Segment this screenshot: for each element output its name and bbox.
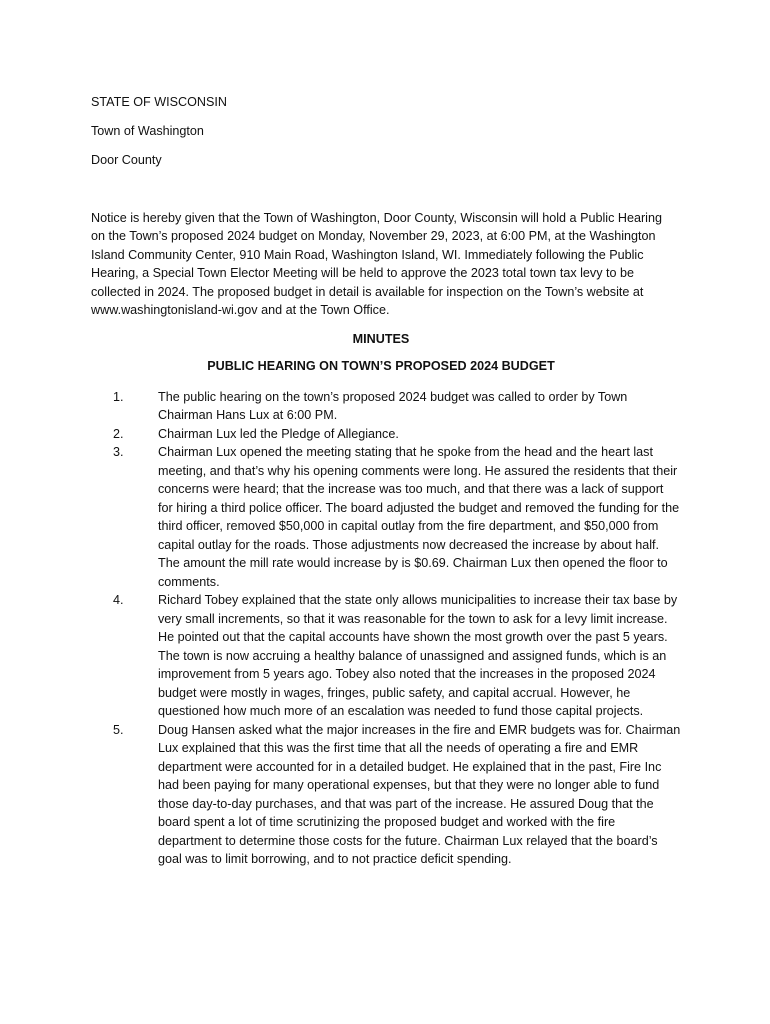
state-heading: STATE OF WISCONSIN: [91, 95, 227, 109]
minutes-item: [91, 425, 681, 444]
minutes-item: [91, 443, 681, 591]
item-number: 1.: [113, 389, 124, 404]
minutes-title: MINUTES: [352, 331, 410, 346]
item-text: Chairman Lux opened the meeting stating that he spoke from the head and the heart last meeting, and that’s why his opening comments were long. He assured the residents that their concerns were heard; that the increase was too much, and that there was a lack of support for hiring a third police officer. The board adjusted the budget and removed the funding for the third officer, removed $50,000 in capital outlay from the fire department, and $50,000 from capital outlay for the roads. Those adjustments now decreased the increase by about half. The amount the mill rate would increase by is $0.69. Chairman Lux then opened the floor to comments.: [158, 445, 680, 589]
minutes-item: [91, 721, 681, 869]
item-text: Richard Tobey explained that the state only allows municipalities to increase their tax base by very small increments, so that it was reasonable for the town to ask for a levy limit increase. He pointed out that the capital accounts have shown the most growth over the past 5 years. The town is now accruing a healthy balance of unassigned and assigned funds, which is an improvement from 5 years ago. Tobey also noted that the increases in the proposed 2024 budget were mostly in wages, fringes, public safety, and capital accrual. However, he questioned how much more of an escalation was needed to fund those capital projects.: [158, 593, 678, 718]
item-number: 2.: [113, 426, 124, 441]
minutes-item: [91, 388, 681, 425]
hearing-title: PUBLIC HEARING ON TOWN’S PROPOSED 2024 BUDGET: [207, 359, 555, 373]
item-text: Doug Hansen asked what the major increases in the fire and EMR budgets was for. Chairman Lux explained that this was the first time that all the needs of operating a fire and EMR department were accounted for in a detailed budget. He explained that in the past, Fire Inc had been paying for many operational expenses, but that they were no longer able to fund those day-to-day purchases, and that was part of the increase. He assured Doug that the board spent a lot of time scrutinizing the proposed budget and worked with the fire department to determine those costs for the future. Chairman Lux relayed that the board’s goal was to limit borrowing, and to not practice deficit spending.: [158, 722, 681, 866]
document-page: [91, 93, 681, 869]
public-notice-paragraph: Notice is hereby given that the Town of Washington, Door County, Wisconsin will hold a Public Hearing on the Town’s proposed 2024 budget on Monday, November 29, 2023, at 6:00 PM, at the Washington Island Community Center, 910 Main Road, Washington Island, WI. Immediately following the Public Hearing, a Special Town Elector Meeting will be held to approve the 2023 total town tax levy to be collected in 2024. The proposed budget in detail is available for inspection on the Town’s website at www.washingtonisland-wi.gov and at the Town Office.: [91, 210, 662, 317]
minutes-list: [91, 388, 681, 869]
minutes-item: [91, 591, 681, 721]
item-number: 4.: [113, 593, 124, 607]
item-number: 5.: [113, 722, 124, 737]
town-heading: Town of Washington: [91, 124, 204, 138]
county-heading: Door County: [91, 153, 162, 167]
item-text: The public hearing on the town’s proposed 2024 budget was called to order by Town Chairman Hans Lux at 6:00 PM.: [158, 389, 628, 422]
item-number: 3.: [113, 445, 124, 459]
item-text: Chairman Lux led the Pledge of Allegiance.: [158, 426, 399, 441]
